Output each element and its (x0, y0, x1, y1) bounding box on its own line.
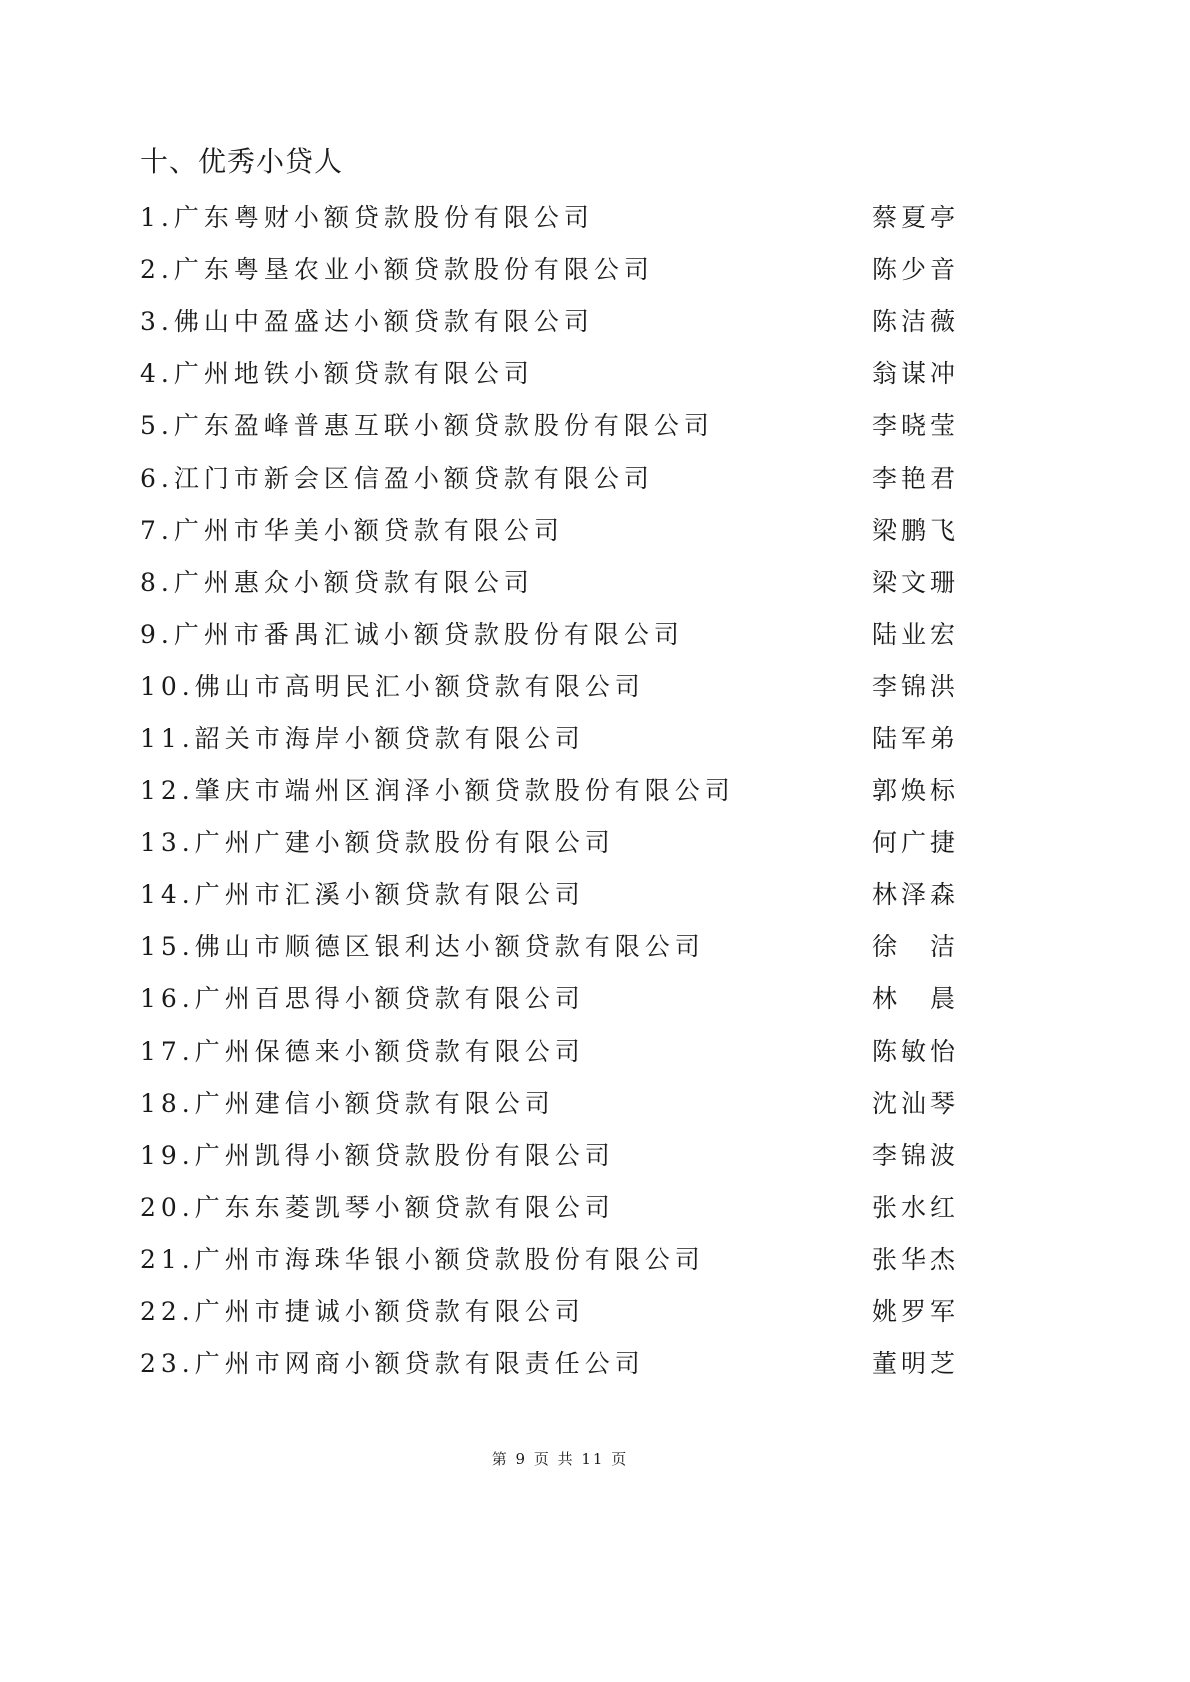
list-item (140, 1336, 959, 1388)
company-name: 2.广东粤垦农业小额贷款股份有限公司 (140, 255, 654, 285)
person-name: 李锦洪 (871, 671, 959, 701)
person-name: 徐 洁 (871, 932, 959, 962)
company-name: 17.广州保德来小额贷款有限公司 (140, 1036, 585, 1066)
person-name: 陈少音 (871, 255, 959, 285)
company-name: 3.佛山中盈盛达小额贷款有限公司 (140, 307, 594, 337)
awardee-list (140, 190, 959, 1388)
list-item (140, 867, 959, 919)
person-name: 梁文珊 (871, 567, 959, 597)
list-item (140, 1284, 959, 1336)
company-name: 19.广州凯得小额贷款股份有限公司 (140, 1140, 615, 1170)
company-name: 1.广东粤财小额贷款股份有限公司 (140, 203, 594, 233)
company-name: 23.广州市网商小额贷款有限责任公司 (140, 1349, 645, 1379)
person-name: 何广捷 (871, 828, 959, 858)
person-name: 陆军弟 (871, 723, 959, 753)
list-item (140, 1128, 959, 1180)
list-item (140, 346, 959, 398)
company-name: 9.广州市番禺汇诚小额贷款股份有限公司 (140, 619, 684, 649)
person-name: 陈敏怡 (871, 1036, 959, 1066)
company-name: 14.广州市汇溪小额贷款有限公司 (140, 880, 585, 910)
company-name: 22.广州市捷诚小额贷款有限公司 (140, 1297, 585, 1327)
company-name: 13.广州广建小额贷款股份有限公司 (140, 828, 615, 858)
company-name: 7.广州市华美小额贷款有限公司 (140, 515, 564, 545)
list-item (140, 971, 959, 1023)
company-name: 5.广东盈峰普惠互联小额贷款股份有限公司 (140, 411, 714, 441)
person-name: 林 晨 (871, 984, 959, 1014)
person-name: 董明芝 (871, 1349, 959, 1379)
company-name: 16.广州百思得小额贷款有限公司 (140, 984, 585, 1014)
company-name: 11.韶关市海岸小额贷款有限公司 (140, 723, 585, 753)
company-name: 10.佛山市高明民汇小额贷款有限公司 (140, 671, 645, 701)
person-name: 梁鹏飞 (871, 515, 959, 545)
person-name: 陆业宏 (871, 619, 959, 649)
list-item (140, 919, 959, 971)
list-item (140, 815, 959, 867)
person-name: 郭焕标 (871, 776, 959, 806)
list-item (140, 242, 959, 294)
company-name: 6.江门市新会区信盈小额贷款有限公司 (140, 463, 654, 493)
company-name: 18.广州建信小额贷款有限公司 (140, 1088, 555, 1118)
list-item (140, 190, 959, 242)
person-name: 蔡夏亭 (871, 203, 959, 233)
company-name: 15.佛山市顺德区银利达小额贷款有限公司 (140, 932, 705, 962)
company-name: 12.肇庆市端州区润泽小额贷款股份有限公司 (140, 776, 735, 806)
list-item (140, 1024, 959, 1076)
list-item (140, 1180, 959, 1232)
company-name: 8.广州惠众小额贷款有限公司 (140, 567, 534, 597)
person-name: 翁谋冲 (871, 359, 959, 389)
person-name: 林泽森 (871, 880, 959, 910)
list-item (140, 711, 959, 763)
person-name: 姚罗军 (871, 1297, 959, 1327)
person-name: 李艳君 (871, 463, 959, 493)
person-name: 张华杰 (871, 1244, 959, 1274)
person-name: 张水红 (871, 1192, 959, 1222)
person-name: 李晓莹 (871, 411, 959, 441)
person-name: 李锦波 (871, 1140, 959, 1170)
list-item (140, 763, 959, 815)
list-item (140, 659, 959, 711)
list-item (140, 294, 959, 346)
list-item (140, 398, 959, 450)
list-item (140, 1076, 959, 1128)
list-item (140, 555, 959, 607)
section-title: 十、优秀小贷人 (140, 145, 344, 178)
person-name: 沈汕琴 (871, 1088, 959, 1118)
list-item (140, 503, 959, 555)
list-item (140, 450, 959, 502)
page-footer: 第 9 页 共 11 页 (491, 1450, 629, 1468)
list-item (140, 607, 959, 659)
person-name: 陈洁薇 (871, 307, 959, 337)
company-name: 4.广州地铁小额贷款有限公司 (140, 359, 534, 389)
company-name: 21.广州市海珠华银小额贷款股份有限公司 (140, 1244, 705, 1274)
company-name: 20.广东东菱凯琴小额贷款有限公司 (140, 1192, 615, 1222)
list-item (140, 1232, 959, 1284)
